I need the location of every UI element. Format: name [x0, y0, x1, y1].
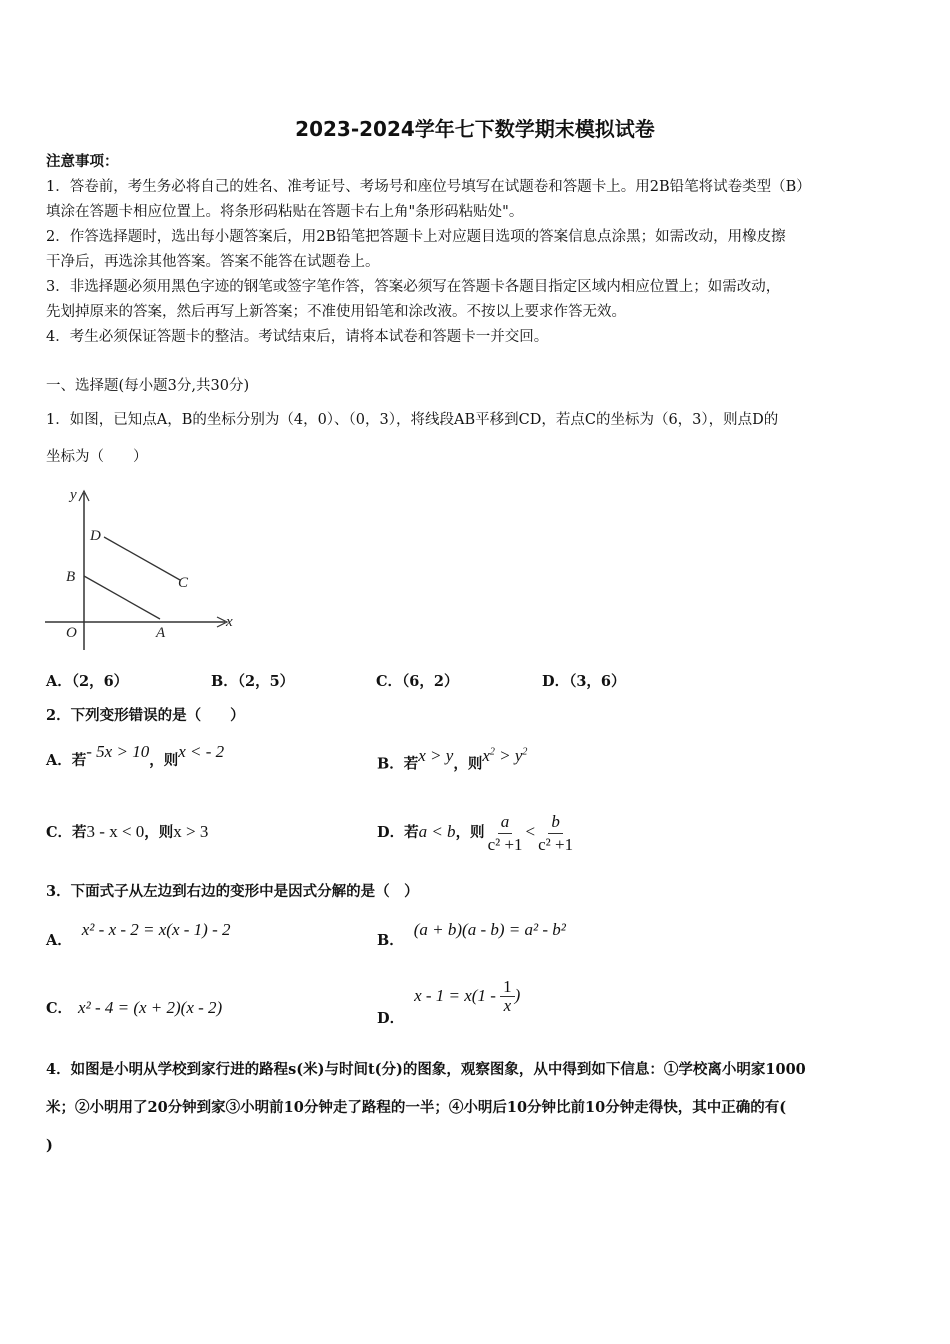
point-d-label: D — [90, 528, 101, 544]
math: x > 3 — [173, 822, 209, 841]
note-line: 干净后，再选涂其他答案。答案不能答在试题卷上。 — [46, 254, 380, 270]
segment-ab — [84, 576, 160, 619]
point-a-label: A — [156, 625, 166, 641]
option-label: C． — [46, 824, 73, 841]
q1-stem-cont: 坐标为（ ） — [46, 449, 148, 465]
segment-cd — [104, 537, 180, 580]
math: ) — [514, 985, 521, 1005]
notes-heading: 注意事项： — [46, 153, 119, 170]
q4-stem-cont: ) — [46, 1137, 53, 1154]
y-label: y — [70, 487, 77, 503]
note-line: 4．考生必须保证答题卡的整洁。考试结束后，请将本试卷和答题卡一并交回。 — [46, 329, 549, 345]
math: 3 - x < 0 — [86, 822, 145, 841]
text: ，则 — [144, 824, 174, 841]
numerator: b — [548, 811, 563, 834]
q1-option-a[interactable]: A．（2，6） — [46, 673, 129, 690]
q1-option-b[interactable]: B．（2，5） — [211, 673, 295, 690]
option-label: B． — [377, 755, 404, 773]
q1-coordinate-figure — [40, 485, 240, 655]
q3-option-b[interactable] — [377, 920, 566, 950]
note-line: 1．答卷前，考生务必将自己的姓名、准考证号、考场号和座位号填写在试题卷和答题卡上。用2B铅笔将试卷类型（B） — [46, 179, 811, 195]
math: (a + b)(a - b) = a² - b² — [413, 920, 566, 939]
q2-option-a[interactable] — [46, 742, 225, 771]
fraction — [535, 811, 576, 856]
math: - 5x > 10 — [86, 742, 150, 761]
denominator: c² +1 — [487, 834, 523, 854]
q1-option-d[interactable]: D．（3，6） — [542, 673, 626, 690]
point-b-label: B — [66, 569, 76, 585]
note-line: 先划掉原来的答案，然后再写上新答案；不准使用铅笔和涂改液。不按以上要求作答无效。 — [46, 304, 626, 320]
text: 若 — [71, 752, 87, 769]
denominator: c² +1 — [538, 834, 574, 854]
option-label: A． — [46, 752, 72, 769]
q4-stem: 4．如图是小明从学校到家行进的路程s(米)与时间t(分)的图象，观察图象，从中得到如下信息：①学校离小明家1000 — [46, 1061, 806, 1078]
option-label: A． — [46, 932, 72, 949]
math — [482, 746, 527, 765]
numerator: 1 — [500, 978, 515, 997]
option-label: D． — [377, 824, 405, 841]
math-part: x — [482, 745, 490, 765]
math-part: > y — [494, 745, 523, 765]
section-heading: 一、选择题(每小题3分,共30分) — [46, 378, 250, 394]
math: < — [525, 822, 536, 841]
origin-label: O — [66, 625, 77, 641]
math: x > y — [418, 745, 454, 765]
note-line: 2．作答选择题时，选出每小题答案后，用2B铅笔把答题卡上对应题目选项的答案信息点涂黑；如需改动，用橡皮擦 — [46, 229, 786, 245]
text: 若 — [403, 755, 419, 773]
math-sup: 2 — [522, 746, 528, 757]
math: a < b — [418, 822, 456, 841]
option-label: C． — [46, 1000, 73, 1017]
option-label: D． — [377, 1009, 405, 1027]
q3-option-c[interactable] — [46, 998, 222, 1019]
math: x² - x - 2 = x(x - 1) - 2 — [81, 920, 231, 939]
page-title: 2023-2024学年七下数学期末模拟试卷 — [295, 117, 655, 141]
x-label: x — [226, 614, 233, 630]
text: 若 — [72, 824, 87, 841]
math: x² - 4 = (x + 2)(x - 2) — [78, 998, 223, 1017]
math: x - 1 = x(1 - — [414, 985, 501, 1005]
denominator: x — [503, 996, 512, 1015]
q1-stem: 1．如图，已知点A，B的坐标分别为（4，0）、（0，3），将线段AB平移到CD，若点C的坐标为（6，3），则点D的 — [46, 412, 779, 428]
option-label: B． — [377, 932, 404, 949]
q4-stem-cont: 米；②小明用了20分钟到家③小明前10分钟走了路程的一半；④小明后10分钟比前10分钟走得快，其中正确的有( — [46, 1099, 787, 1116]
q2-option-d[interactable] — [377, 800, 576, 864]
math: x < - 2 — [178, 742, 225, 761]
text: ，则 — [149, 752, 179, 769]
fraction — [500, 978, 515, 1015]
text: 若 — [404, 824, 419, 841]
math-sup: 2 — [489, 746, 495, 757]
q3-option-a[interactable] — [46, 920, 230, 950]
point-c-label: C — [178, 575, 189, 591]
text: ，则 — [453, 755, 483, 773]
fraction — [485, 811, 526, 856]
q2-stem: 2．下列变形错误的是（ ） — [46, 707, 245, 724]
note-line: 3．非选择题必须用黑色字迹的钢笔或签字笔作答，答案必须写在答题卡各题目指定区域内相应位置上；如需改动， — [46, 279, 781, 295]
q1-option-c[interactable]: C．（6，2） — [376, 673, 459, 690]
q3-option-d[interactable] — [377, 978, 520, 1028]
text: ，则 — [455, 824, 485, 841]
note-line: 填涂在答题卡相应位置上。将条形码粘贴在答题卡右上角"条形码粘贴处"。 — [46, 204, 524, 220]
q2-option-c[interactable] — [46, 822, 208, 843]
q2-option-b[interactable] — [377, 745, 528, 775]
q3-stem: 3．下面式子从左边到右边的变形中是因式分解的是（ ） — [46, 883, 419, 900]
numerator: a — [498, 811, 513, 834]
